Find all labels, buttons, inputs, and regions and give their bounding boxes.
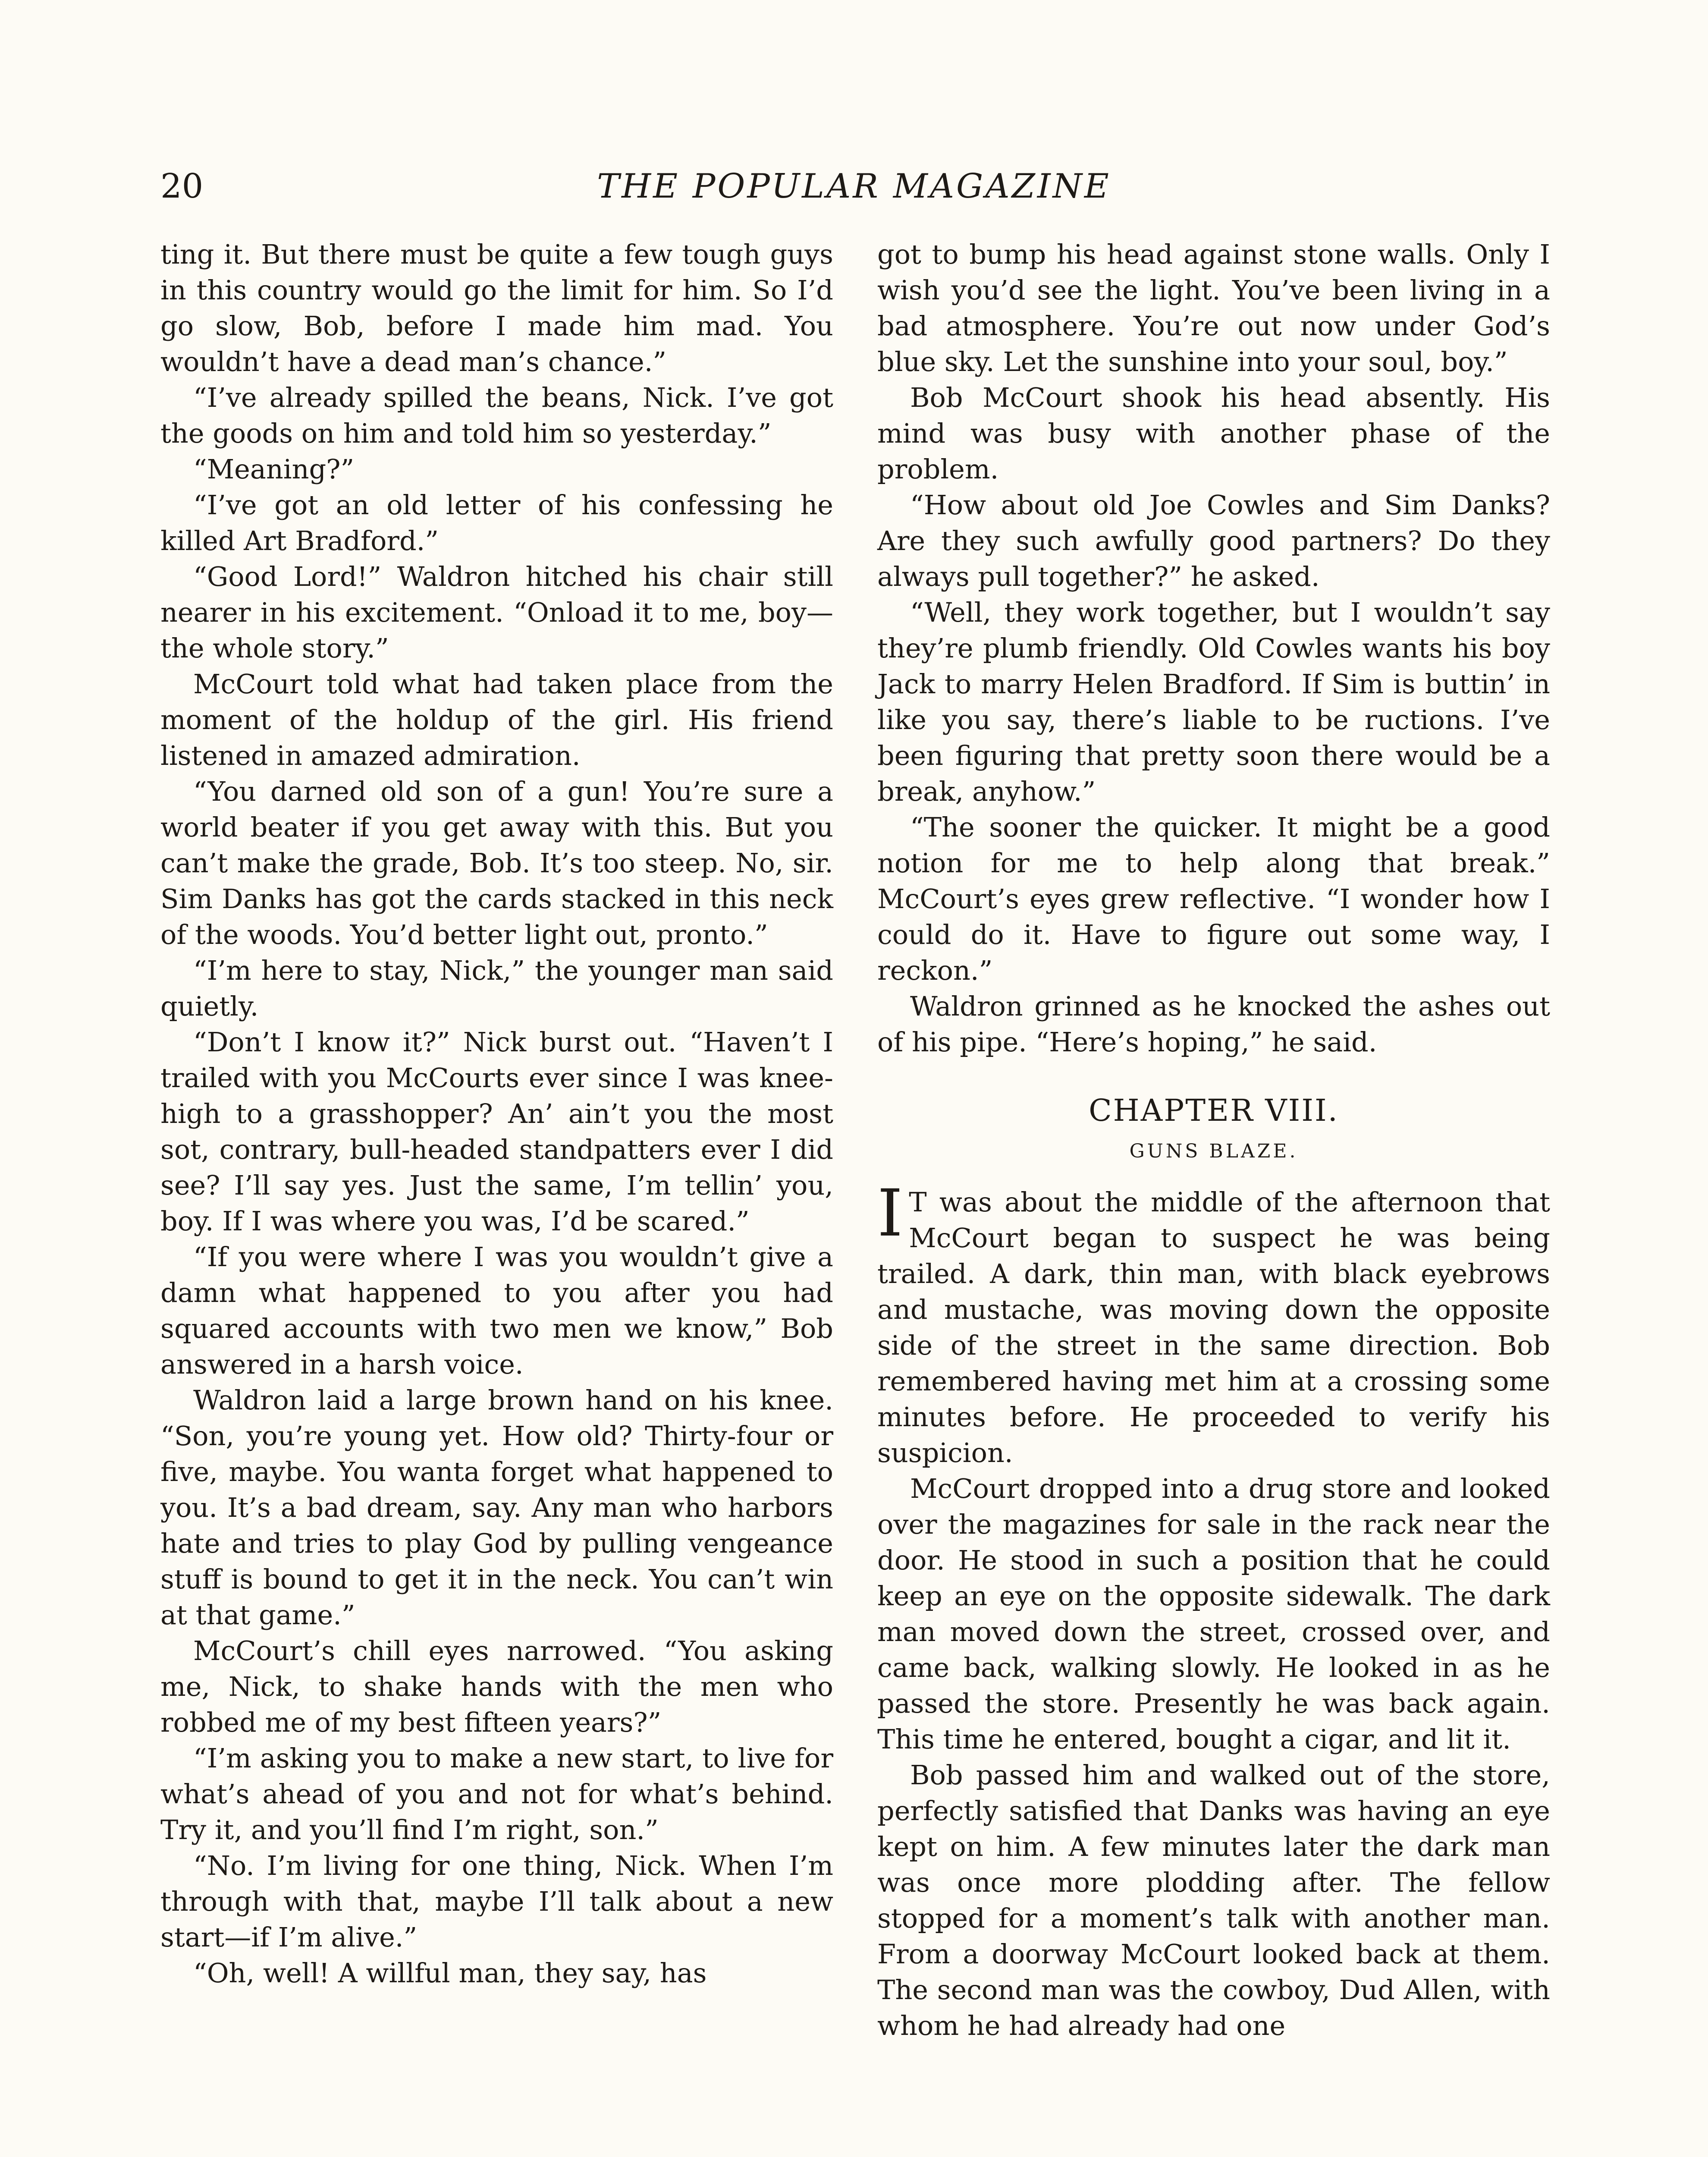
paragraph: McCourt dropped into a drug store and looked over the magazines for sale in the rack near the door. He stood in such a position that he could keep an eye on the opposite sidewalk. The dark man moved down the street, crossed over, and came back, walking slowly. He looked in as he passed the store. Presently he was back again. This time he entered, bought a cigar, and lit it.: [877, 1473, 1550, 1755]
paragraph: “I’m here to stay, Nick,” the younger man said quietly.: [160, 955, 833, 1022]
chapter-heading: CHAPTER VIII.: [1089, 1093, 1339, 1128]
paragraph: “Oh, well! A willful man, they say, has: [193, 1957, 707, 1989]
page-header: [160, 160, 1548, 212]
paragraph: “I’ve already spilled the beans, Nick. I’ve got the goods on him and told him so yesterday.”: [160, 382, 833, 449]
drop-cap: I: [877, 1176, 903, 1251]
paragraph: “Well, they work together, but I wouldn’t say they’re plumb friendly. Old Cowles wants his boy Jack to marry Helen Bradford. If Sim is buttin’ in like you say, there’s liable to be ructions. I’ve been figuring that pretty soon there would be a break, anyhow.”: [877, 597, 1550, 807]
paragraph: “I’ve got an old letter of his confessing he killed Art Bradford.”: [160, 489, 833, 557]
chapter-subtitle: GUNS BLAZE.: [1129, 1140, 1298, 1162]
paragraph: “Good Lord!” Waldron hitched his chair still nearer in his excitement. “Onload it to me, boy—the whole story.”: [160, 561, 833, 664]
page-number: 20: [160, 167, 204, 206]
paragraph: “Meaning?”: [193, 453, 355, 485]
paragraph: Bob passed him and walked out of the store, perfectly satisfied that Danks was having an eye kept on him. A few minutes later the dark man was once more plodding after. The fellow stopped for a moment’s talk with another man. From a doorway McCourt looked back at them. The second man was the cowboy, Dud Allen, with whom he had already had one: [877, 1759, 1550, 2041]
paragraph: Bob McCourt shook his head absently. His mind was busy with another phase of the problem.: [877, 382, 1550, 485]
chapter-opening-paragraph: [877, 1176, 1550, 1471]
paragraph: “The sooner the quicker. It might be a good notion for me to help along that break.” McCourt’s eyes grew reflective. “I wonder how I could do it. Have to figure out some way, I reckon.”: [877, 811, 1550, 986]
paragraph: McCourt’s chill eyes narrowed. “You asking me, Nick, to shake hands with the men who robbed me of my best fifteen years?”: [160, 1635, 833, 1738]
paragraph: got to bump his head against stone walls. Only I wish you’d see the light. You’ve been living in a bad atmosphere. You’re out now under God’s blue sky. Let the sunshine into your soul, boy.”: [877, 239, 1550, 377]
chapter-opening-text: T was about the middle of the afternoon that McCourt began to suspect he was being trailed. A dark, thin man, with black eyebrows and mustache, was moving down the opposite side of the street in the same direction. Bob remembered having met him at a crossing some minutes before. He proceeded to verify his suspicion.: [877, 1186, 1550, 1468]
running-title: THE POPULAR MAGAZINE: [597, 167, 1111, 206]
paragraph: “Don’t I know it?” Nick burst out. “Haven’t I trailed with you McCourts ever since I was knee-high to a grasshopper? An’ ain’t you the most sot, contrary, bull-headed standpatters ever I did see? I’ll say yes. Just the same, I’m tellin’ you, boy. If I was where you was, I’d be scared.”: [160, 1026, 833, 1237]
left-column: [160, 236, 833, 1991]
paragraph: “If you were where I was you wouldn’t give a damn what happened to you after you had squared accounts with two men we know,” Bob answered in a harsh voice.: [160, 1241, 833, 1380]
paragraph: Waldron grinned as he knocked the ashes out of his pipe. “Here’s hoping,” he said.: [877, 990, 1550, 1058]
right-column: [877, 236, 1550, 2044]
paragraph: “No. I’m living for one thing, Nick. When I’m through with that, maybe I’ll talk about a new start—if I’m alive.”: [160, 1850, 833, 1953]
paragraph: “You darned old son of a gun! You’re sure a world beater if you get away with this. But you can’t make the grade, Bob. It’s too steep. No, sir. Sim Danks has got the cards stacked in this neck of the woods. You’d better light out, pronto.”: [160, 776, 833, 950]
paragraph: McCourt told what had taken place from the moment of the holdup of the girl. His friend listened in amazed admiration.: [160, 668, 833, 771]
paragraph: “I’m asking you to make a new start, to live for what’s ahead of you and not for what’s behind. Try it, and you’ll find I’m right, son.”: [160, 1742, 833, 1846]
paragraph: “How about old Joe Cowles and Sim Danks? Are they such awfully good partners? Do they always pull together?” he asked.: [877, 489, 1550, 592]
paragraph: Waldron laid a large brown hand on his knee. “Son, you’re young yet. How old? Thirty-four or five, maybe. You wanta forget what happened to you. It’s a bad dream, say. Any man who harbors hate and tries to play God by pulling vengeance stuff is bound to get it in the neck. You can’t win at that game.”: [160, 1384, 833, 1631]
paragraph: ting it. But there must be quite a few tough guys in this country would go the limit for him. So I’d go slow, Bob, before I made him mad. You wouldn’t have a dead man’s chance.”: [160, 239, 833, 377]
